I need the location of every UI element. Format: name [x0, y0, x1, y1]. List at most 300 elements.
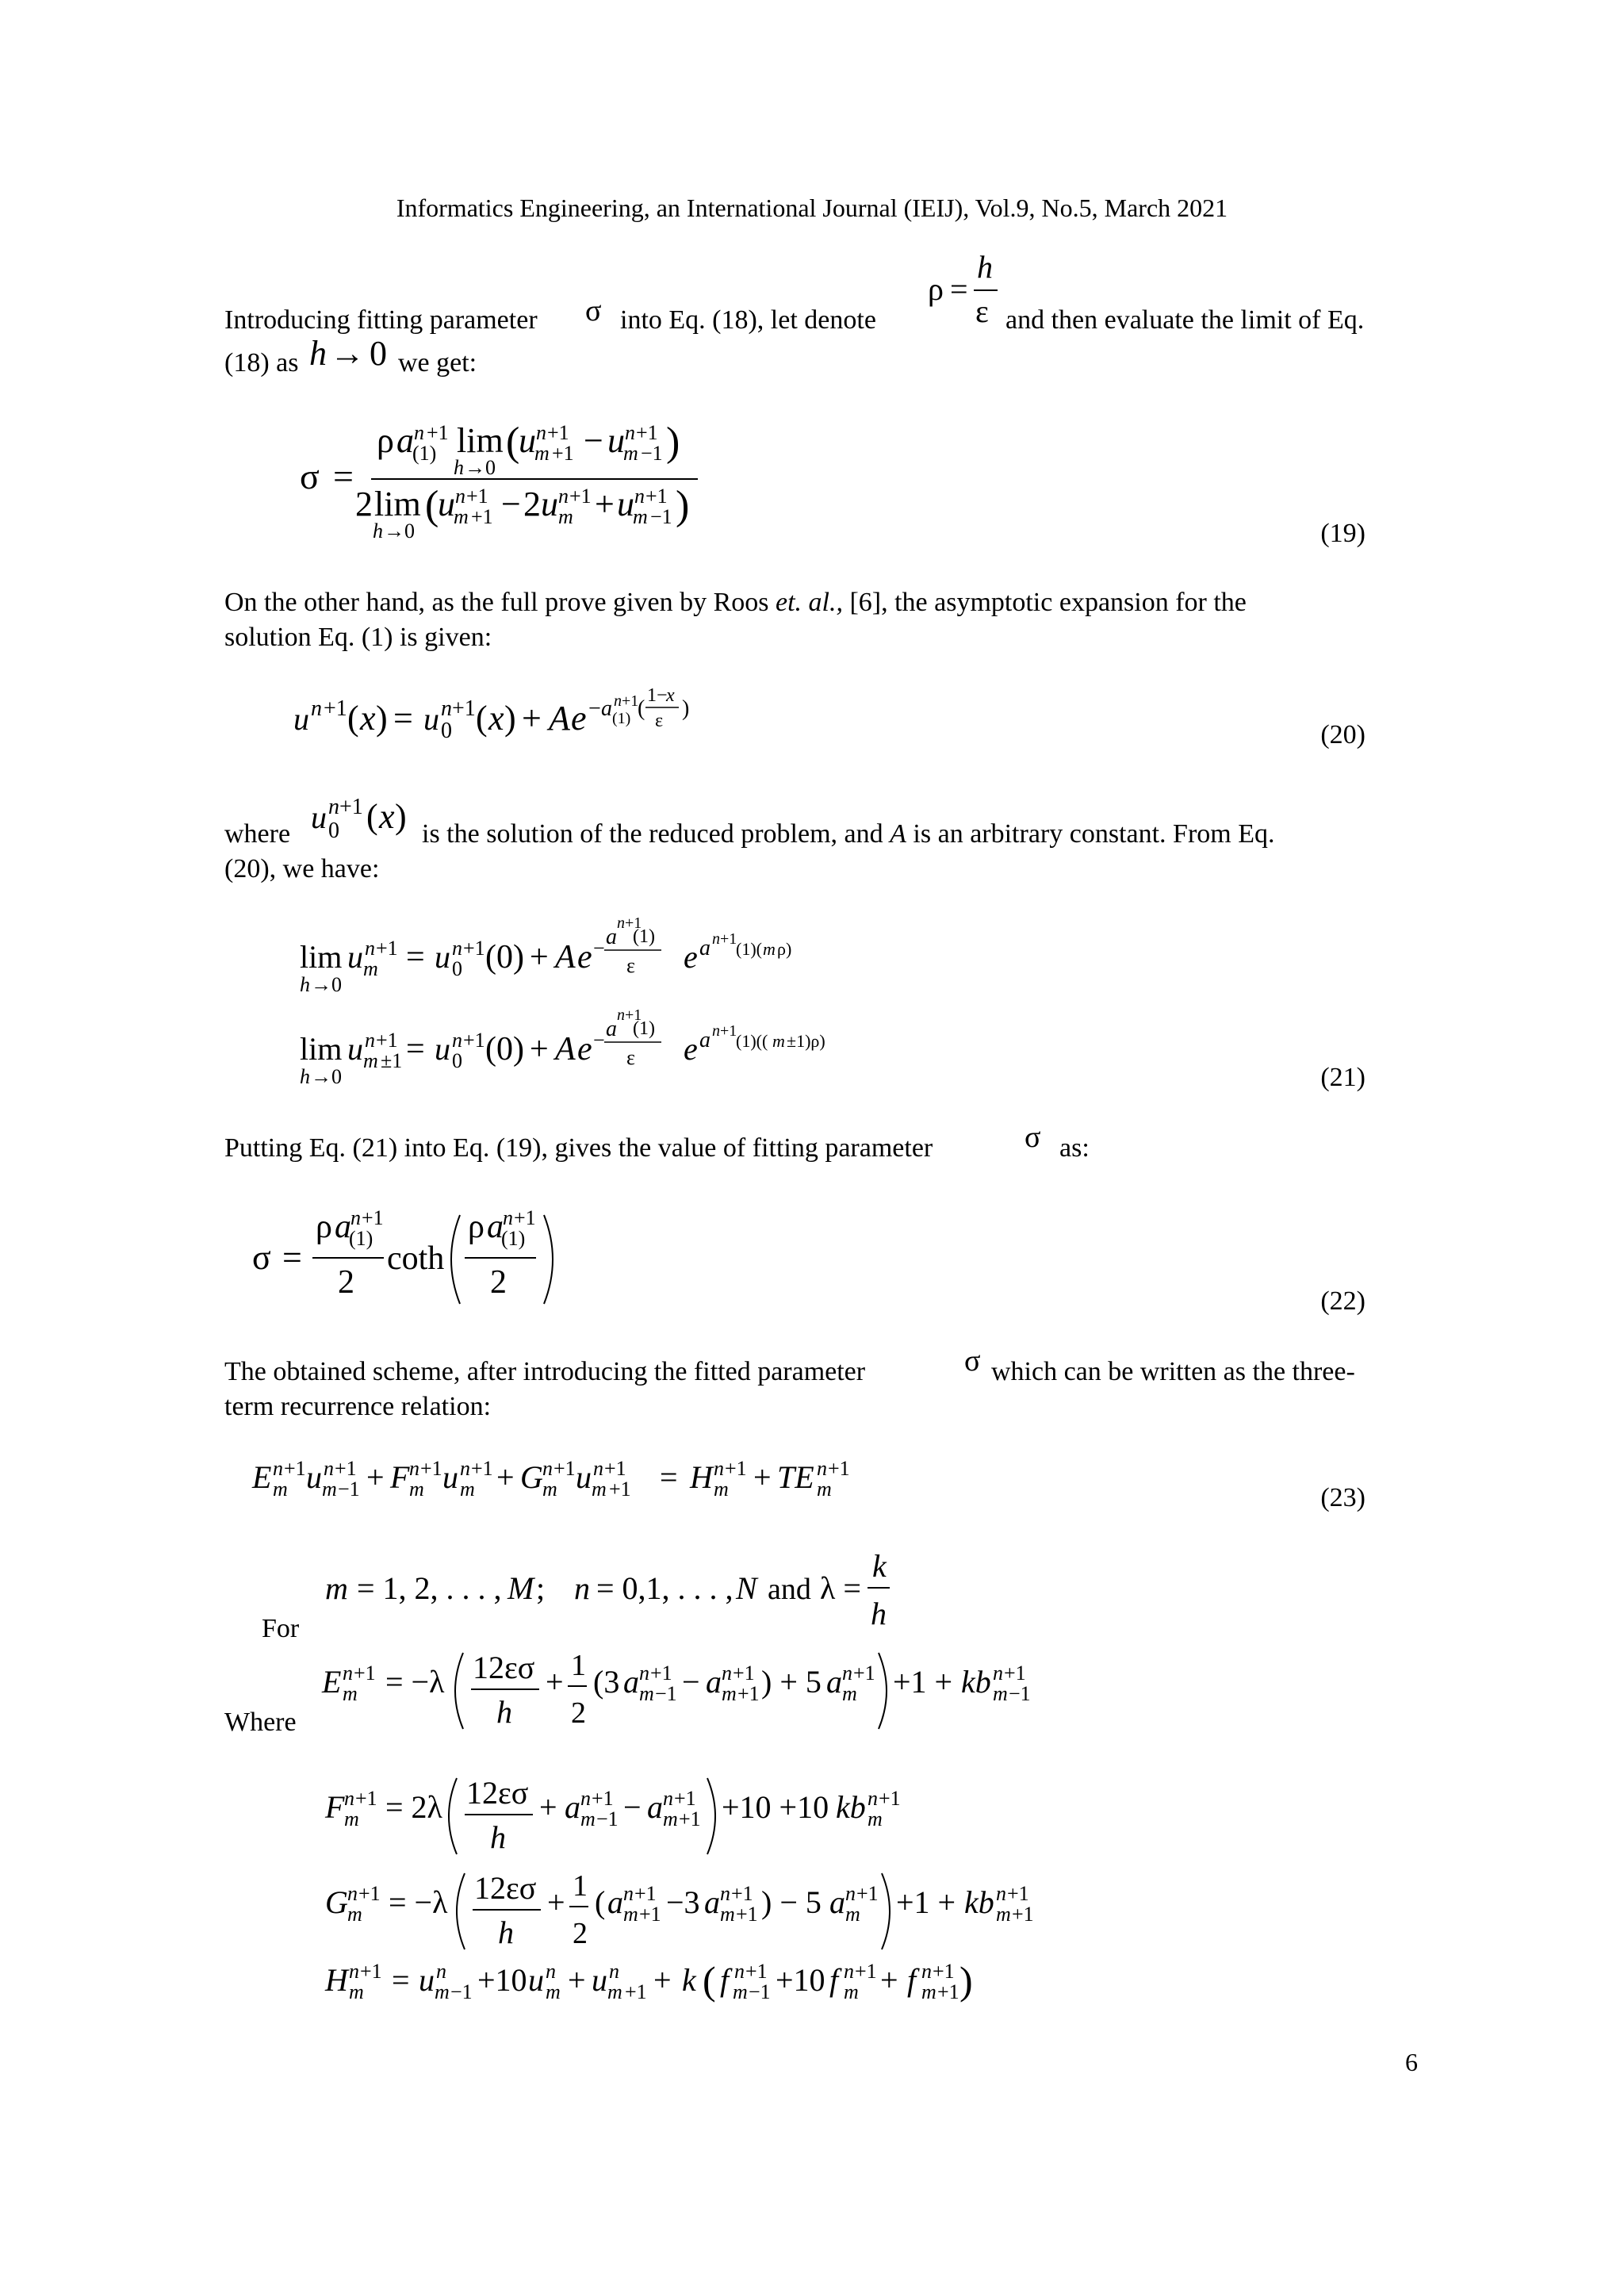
svg-text:+1: +1: [569, 485, 592, 508]
svg-text:m: m: [592, 1478, 607, 1501]
svg-text:±1: ±1: [381, 1049, 403, 1072]
svg-text:ε: ε: [626, 954, 635, 977]
svg-text:u: u: [607, 421, 625, 460]
svg-text:G: G: [325, 1884, 348, 1920]
svg-text:m: m: [344, 1807, 359, 1830]
svg-text:m: m: [349, 1980, 364, 2003]
svg-text:n: n: [614, 692, 622, 710]
svg-text:(1): (1): [633, 1018, 655, 1039]
svg-text:n: n: [349, 1960, 359, 1983]
sigma-symbol: [1023, 1121, 1047, 1153]
svg-text:m: m: [409, 1478, 424, 1501]
svg-text:−3: −3: [666, 1884, 700, 1920]
svg-text:n: n: [542, 1457, 553, 1480]
svg-text:= 2λ: = 2λ: [385, 1789, 442, 1825]
svg-text:n: n: [817, 1457, 827, 1480]
svg-text:m: m: [993, 1682, 1008, 1705]
svg-text:n: n: [311, 696, 322, 721]
svg-text:0: 0: [370, 334, 387, 373]
svg-text:n: n: [722, 1662, 732, 1685]
svg-text:=: =: [392, 1962, 410, 1998]
svg-text:n: n: [441, 696, 452, 721]
paragraph-text: Introducing fitting parameter: [224, 305, 538, 335]
svg-text:+1: +1: [358, 1882, 381, 1905]
svg-text:ε: ε: [975, 293, 989, 329]
svg-text:;: ;: [536, 1570, 546, 1606]
svg-text:n: n: [414, 421, 424, 444]
svg-text:+1: +1: [355, 1787, 377, 1810]
svg-text:ρ: ρ: [928, 271, 944, 307]
equation-number: (20): [1320, 720, 1365, 749]
svg-text:=: =: [406, 939, 425, 976]
svg-text:=: =: [393, 699, 413, 738]
svg-text:+1: +1: [625, 1980, 647, 2003]
svg-text:): ): [682, 696, 690, 721]
svg-text:m: m: [623, 442, 638, 465]
equation-19: [293, 412, 706, 547]
svg-text:): ): [959, 1958, 973, 2003]
svg-text:+: +: [539, 1789, 557, 1825]
svg-text:+: +: [595, 485, 615, 523]
svg-text:n: n: [617, 1006, 625, 1024]
svg-text:n: n: [460, 1457, 470, 1480]
svg-text:u: u: [442, 1459, 458, 1495]
svg-text:m: m: [921, 1980, 936, 2003]
svg-text:m: m: [720, 1903, 735, 1926]
svg-text:n: n: [593, 1457, 603, 1480]
svg-text:ε: ε: [655, 711, 664, 731]
svg-text:u: u: [528, 1962, 544, 1998]
svg-text:±1)ρ): ±1)ρ): [787, 1031, 825, 1051]
svg-text:E: E: [252, 1459, 272, 1495]
svg-text:ρ: ρ: [377, 421, 394, 460]
coefficient-E: [322, 1643, 1036, 1738]
svg-text:n: n: [536, 421, 546, 444]
svg-text:a: a: [704, 1884, 720, 1920]
svg-text:): ): [666, 420, 680, 465]
paragraph-text: On the other hand, as the full prove given by Roos et. al., [6], the asymptotic expansion for the: [224, 588, 1247, 617]
svg-text:−: −: [593, 1029, 605, 1052]
svg-text:+1: +1: [604, 1457, 626, 1480]
svg-text:m: m: [639, 1682, 654, 1705]
index-ranges: [325, 1548, 896, 1642]
u0-symbol: [311, 793, 414, 849]
svg-text:n: n: [993, 1662, 1003, 1685]
svg-text:0: 0: [328, 818, 339, 843]
svg-text:f: f: [720, 1962, 730, 1998]
svg-text:(1): (1): [501, 1227, 526, 1250]
svg-text:12εσ: 12εσ: [473, 1650, 535, 1685]
svg-text:): ): [395, 797, 407, 836]
svg-text:f: f: [829, 1962, 839, 1998]
svg-text:2: 2: [573, 1917, 588, 1950]
h-to-zero: [309, 333, 396, 373]
svg-text:a: a: [829, 1884, 845, 1920]
paragraph-text: Putting Eq. (21) into Eq. (19), gives the value of fitting parameter: [224, 1133, 933, 1163]
paragraph-text: solution Eq. (1) is given:: [224, 623, 492, 652]
svg-text:n: n: [639, 1662, 649, 1685]
svg-text:n: n: [617, 914, 625, 932]
svg-text:+1: +1: [933, 1960, 955, 1983]
paragraph-text: into Eq. (18), let denote: [620, 305, 876, 335]
svg-text:+10: +10: [477, 1962, 527, 1998]
svg-text:u: u: [311, 799, 327, 835]
svg-text:n: n: [996, 1882, 1006, 1905]
svg-text:2: 2: [523, 485, 541, 523]
paragraph-text: which can be written as the three-: [991, 1357, 1355, 1386]
equation-number: (19): [1320, 519, 1365, 548]
svg-text:n: n: [365, 937, 375, 960]
svg-text:→0: →0: [384, 519, 415, 542]
paragraph-text: term recurrence relation:: [224, 1392, 492, 1421]
svg-text:1: 1: [571, 1649, 586, 1682]
svg-text:n: n: [558, 485, 569, 508]
svg-text:h: h: [300, 973, 310, 996]
svg-text:A: A: [555, 1031, 576, 1068]
svg-text:n: n: [574, 1570, 590, 1606]
svg-text:u: u: [435, 939, 450, 975]
svg-text:a: a: [335, 1209, 351, 1245]
svg-text:(: (: [595, 1884, 606, 1920]
svg-text:m: m: [546, 1980, 561, 2003]
svg-text:= 1, 2, . . . ,: = 1, 2, . . . ,: [357, 1570, 502, 1606]
svg-text:kb: kb: [964, 1884, 994, 1920]
svg-text:A: A: [555, 939, 576, 976]
equation-22: [252, 1198, 569, 1317]
svg-text:u: u: [519, 421, 536, 460]
svg-text:n: n: [634, 485, 645, 508]
svg-text:n: n: [844, 1960, 854, 1983]
svg-text:−1: −1: [650, 505, 672, 528]
svg-text:=: =: [950, 271, 968, 307]
svg-text:= 0,1, . . . ,: = 0,1, . . . ,: [596, 1570, 733, 1606]
svg-text:TE: TE: [777, 1459, 814, 1495]
svg-text:+1: +1: [625, 914, 642, 932]
svg-text:a: a: [699, 936, 710, 960]
coefficient-G: [325, 1864, 1039, 1959]
for-label: For: [262, 1614, 300, 1643]
svg-text:n: n: [344, 1787, 354, 1810]
svg-text:+1: +1: [547, 421, 569, 444]
svg-text:+1: +1: [855, 1960, 877, 1983]
svg-text:a: a: [607, 1884, 623, 1920]
svg-text:+1: +1: [592, 1787, 614, 1810]
svg-text:x: x: [488, 699, 504, 738]
svg-text:a: a: [647, 1789, 663, 1825]
svg-text:→: →: [330, 334, 365, 373]
rho-definition: [928, 246, 999, 333]
svg-text:M: M: [508, 1570, 534, 1606]
sigma-symbol: [963, 1345, 986, 1377]
svg-text:σ: σ: [585, 294, 602, 328]
svg-text:m: m: [623, 1903, 638, 1926]
svg-text:m: m: [542, 1478, 557, 1501]
svg-text:+1: +1: [1004, 1662, 1026, 1685]
svg-text:n: n: [436, 1960, 446, 1983]
svg-text:+: +: [366, 1459, 385, 1495]
svg-text:e: e: [577, 939, 592, 976]
paragraph-text: and then evaluate the limit of Eq.: [1005, 305, 1365, 335]
equation-23: [252, 1451, 902, 1515]
svg-text:−: −: [588, 696, 601, 721]
svg-text:0: 0: [452, 957, 462, 980]
svg-text:e: e: [571, 699, 587, 738]
svg-text:1−: 1−: [647, 685, 668, 706]
svg-text:−1: −1: [450, 1980, 473, 2003]
svg-text:u: u: [438, 485, 455, 523]
svg-text:+1: +1: [650, 1662, 672, 1685]
equation-number: (22): [1320, 1286, 1365, 1316]
svg-text:n: n: [452, 937, 462, 960]
svg-text:+1: +1: [360, 1960, 382, 1983]
svg-text:+: +: [522, 699, 542, 738]
svg-text:a: a: [487, 1209, 504, 1245]
svg-text:2: 2: [355, 485, 373, 523]
svg-text:+: +: [530, 1031, 549, 1068]
svg-text:→0: →0: [311, 1065, 342, 1088]
svg-text:+10: +10: [776, 1962, 825, 1998]
svg-text:ρ: ρ: [468, 1209, 485, 1245]
svg-text:(1): (1): [633, 926, 655, 947]
svg-text:n: n: [845, 1882, 856, 1905]
svg-text:−: −: [593, 937, 605, 960]
coefficient-H: [325, 1953, 1039, 2016]
svg-text:h: h: [977, 249, 993, 285]
svg-text:m: m: [343, 1682, 358, 1705]
svg-text:=: =: [660, 1459, 678, 1495]
svg-text:H: H: [690, 1459, 713, 1495]
svg-text:=: =: [282, 1238, 302, 1277]
svg-text:+: +: [546, 1664, 564, 1700]
svg-text:+1: +1: [737, 1682, 760, 1705]
svg-text:h: h: [309, 334, 327, 373]
svg-text:(: (: [347, 699, 359, 738]
svg-text:+1: +1: [720, 1022, 737, 1040]
svg-text:coth: coth: [387, 1240, 445, 1277]
svg-text:+1: +1: [1012, 1903, 1034, 1926]
paragraph-text: (18) as: [224, 348, 299, 378]
svg-text:σ: σ: [964, 1344, 981, 1378]
svg-text:lim: lim: [457, 421, 504, 460]
svg-text:m: m: [868, 1807, 883, 1830]
svg-text:m: m: [325, 1570, 348, 1606]
svg-text:m: m: [273, 1478, 288, 1501]
paragraph-text: The obtained scheme, after introducing the fitted parameter: [224, 1357, 866, 1386]
svg-text:−1: −1: [641, 442, 663, 465]
svg-text:h: h: [871, 1596, 887, 1631]
svg-text:+1: +1: [679, 1807, 701, 1830]
svg-text:m: m: [435, 1980, 450, 2003]
svg-text:n: n: [452, 1029, 462, 1052]
svg-text:n: n: [712, 1022, 720, 1040]
svg-text:a: a: [623, 1664, 639, 1700]
svg-text:h: h: [498, 1915, 514, 1950]
svg-text:) + 5: ) + 5: [761, 1664, 822, 1700]
svg-text:0: 0: [452, 1049, 462, 1072]
svg-text:→0: →0: [465, 456, 496, 479]
svg-text:+1: +1: [720, 930, 737, 948]
svg-text:1: 1: [573, 1869, 588, 1903]
svg-text:+10 +10: +10 +10: [722, 1789, 829, 1825]
svg-text:m: m: [733, 1980, 748, 2003]
svg-text:u: u: [423, 701, 439, 737]
svg-text:m: m: [454, 505, 469, 528]
svg-text:−: −: [682, 1664, 700, 1700]
svg-text:+1: +1: [879, 1787, 901, 1810]
svg-text:f: f: [907, 1962, 917, 1998]
coefficient-F: [325, 1769, 975, 1864]
svg-text:−1: −1: [655, 1682, 677, 1705]
svg-text:lim: lim: [374, 485, 421, 523]
svg-text:n: n: [273, 1457, 283, 1480]
svg-text:n: n: [625, 421, 635, 444]
svg-text:+1: +1: [335, 1457, 357, 1480]
svg-text:u: u: [306, 1459, 322, 1495]
svg-text:(3: (3: [593, 1664, 620, 1700]
svg-text:−: −: [584, 421, 603, 460]
svg-text:h: h: [454, 456, 464, 479]
svg-text:+1: +1: [376, 1029, 398, 1052]
svg-text:+1: +1: [622, 692, 639, 710]
svg-text:m: m: [607, 1980, 622, 2003]
page-number: 6: [1405, 2048, 1418, 2076]
svg-text:F: F: [325, 1789, 345, 1825]
svg-text:+1: +1: [284, 1457, 306, 1480]
svg-text:= −λ: = −λ: [385, 1664, 445, 1700]
svg-text:n: n: [546, 1960, 556, 1983]
svg-text:m: m: [663, 1807, 678, 1830]
svg-text:+1: +1: [471, 505, 493, 528]
svg-text:λ =: λ =: [820, 1570, 861, 1606]
paragraph-text: as:: [1059, 1133, 1090, 1163]
svg-text:(: (: [506, 420, 520, 465]
svg-text:−1: −1: [338, 1478, 360, 1501]
svg-text:N: N: [736, 1570, 757, 1606]
svg-text:x: x: [379, 797, 395, 836]
svg-text:m: m: [322, 1478, 337, 1501]
equation-number: (23): [1320, 1483, 1365, 1512]
svg-text:kb: kb: [836, 1789, 866, 1825]
svg-text:a: a: [565, 1789, 580, 1825]
svg-text:a: a: [606, 925, 617, 949]
svg-text:+1: +1: [452, 696, 476, 721]
svg-text:+1: +1: [937, 1980, 959, 2003]
svg-text:): ): [376, 699, 388, 738]
svg-text:+1: +1: [1007, 1882, 1029, 1905]
equation-number: (21): [1320, 1063, 1365, 1092]
svg-text:m: m: [460, 1478, 475, 1501]
svg-text:n: n: [324, 1457, 334, 1480]
paragraph-text: (20), we have:: [224, 854, 380, 884]
svg-text:n: n: [842, 1662, 852, 1685]
svg-text:m: m: [714, 1478, 729, 1501]
svg-text:n: n: [347, 1882, 358, 1905]
svg-text:a: a: [699, 1028, 710, 1052]
svg-text:2: 2: [490, 1264, 507, 1301]
svg-text:+1: +1: [828, 1457, 850, 1480]
svg-text:a: a: [706, 1664, 722, 1700]
svg-text:ρ: ρ: [316, 1209, 332, 1245]
svg-text:(0): (0): [485, 939, 524, 976]
svg-text:+1: +1: [674, 1787, 696, 1810]
svg-text:n: n: [580, 1787, 591, 1810]
svg-text:u: u: [592, 1962, 607, 1998]
svg-text:(: (: [476, 699, 488, 738]
paragraph-text: we get:: [398, 348, 477, 378]
svg-text:(: (: [638, 696, 645, 721]
svg-text:+1: +1: [731, 1882, 753, 1905]
svg-text:m: m: [363, 957, 378, 980]
svg-text:): ): [504, 699, 516, 738]
equation-20: [293, 682, 753, 753]
svg-text:n: n: [365, 1029, 375, 1052]
svg-text:u: u: [347, 939, 363, 975]
svg-text:m: m: [580, 1807, 596, 1830]
svg-text:+1: +1: [339, 795, 363, 819]
svg-text:m: m: [772, 1031, 785, 1051]
svg-text:0: 0: [441, 719, 452, 743]
svg-text:(1): (1): [349, 1227, 373, 1250]
svg-text:e: e: [684, 939, 698, 975]
svg-text:n: n: [714, 1457, 724, 1480]
svg-text:+1: +1: [636, 421, 658, 444]
svg-text:a: a: [396, 421, 414, 460]
svg-text:n: n: [720, 1882, 730, 1905]
svg-text:+1: +1: [514, 1206, 536, 1229]
svg-text:(: (: [425, 483, 439, 528]
svg-text:= −λ: = −λ: [389, 1884, 448, 1920]
svg-text:e: e: [577, 1031, 592, 1068]
svg-text:m: m: [817, 1478, 832, 1501]
svg-text:+: +: [568, 1962, 586, 1998]
svg-text:+1: +1: [427, 421, 449, 444]
sigma-symbol: [584, 295, 607, 327]
svg-text:2: 2: [571, 1696, 586, 1730]
svg-text:kb: kb: [961, 1664, 991, 1700]
svg-text:σ: σ: [252, 1238, 271, 1277]
svg-text:m: m: [558, 505, 573, 528]
svg-text:+1: +1: [324, 696, 347, 721]
svg-text:u: u: [347, 1031, 363, 1067]
svg-text:(: (: [703, 1958, 716, 2003]
svg-text:+1: +1: [733, 1662, 755, 1685]
svg-text:E: E: [322, 1664, 342, 1700]
svg-text:+: +: [753, 1459, 772, 1495]
svg-text:m: m: [722, 1682, 737, 1705]
svg-text:H: H: [325, 1962, 348, 1998]
svg-text:+1: +1: [745, 1960, 768, 1983]
svg-text:+1: +1: [463, 937, 485, 960]
svg-text:+1: +1: [552, 442, 574, 465]
svg-text:12εσ: 12εσ: [466, 1775, 529, 1811]
svg-text:+1: +1: [553, 1457, 576, 1480]
svg-text:m: m: [845, 1903, 860, 1926]
svg-text:n: n: [409, 1457, 419, 1480]
svg-text:n: n: [712, 930, 720, 948]
svg-text:n: n: [734, 1960, 745, 1983]
svg-text:u: u: [617, 485, 634, 523]
svg-text:n: n: [921, 1960, 932, 1983]
svg-text:a: a: [826, 1664, 842, 1700]
svg-text:=: =: [406, 1031, 425, 1068]
svg-text:+: +: [496, 1459, 515, 1495]
svg-text:(1)(: (1)(: [736, 939, 762, 959]
svg-text:n: n: [623, 1882, 634, 1905]
svg-text:(1)((: (1)((: [736, 1031, 768, 1051]
svg-text:m: m: [363, 1049, 378, 1072]
svg-text:m: m: [844, 1980, 859, 2003]
svg-text:−: −: [501, 485, 521, 523]
